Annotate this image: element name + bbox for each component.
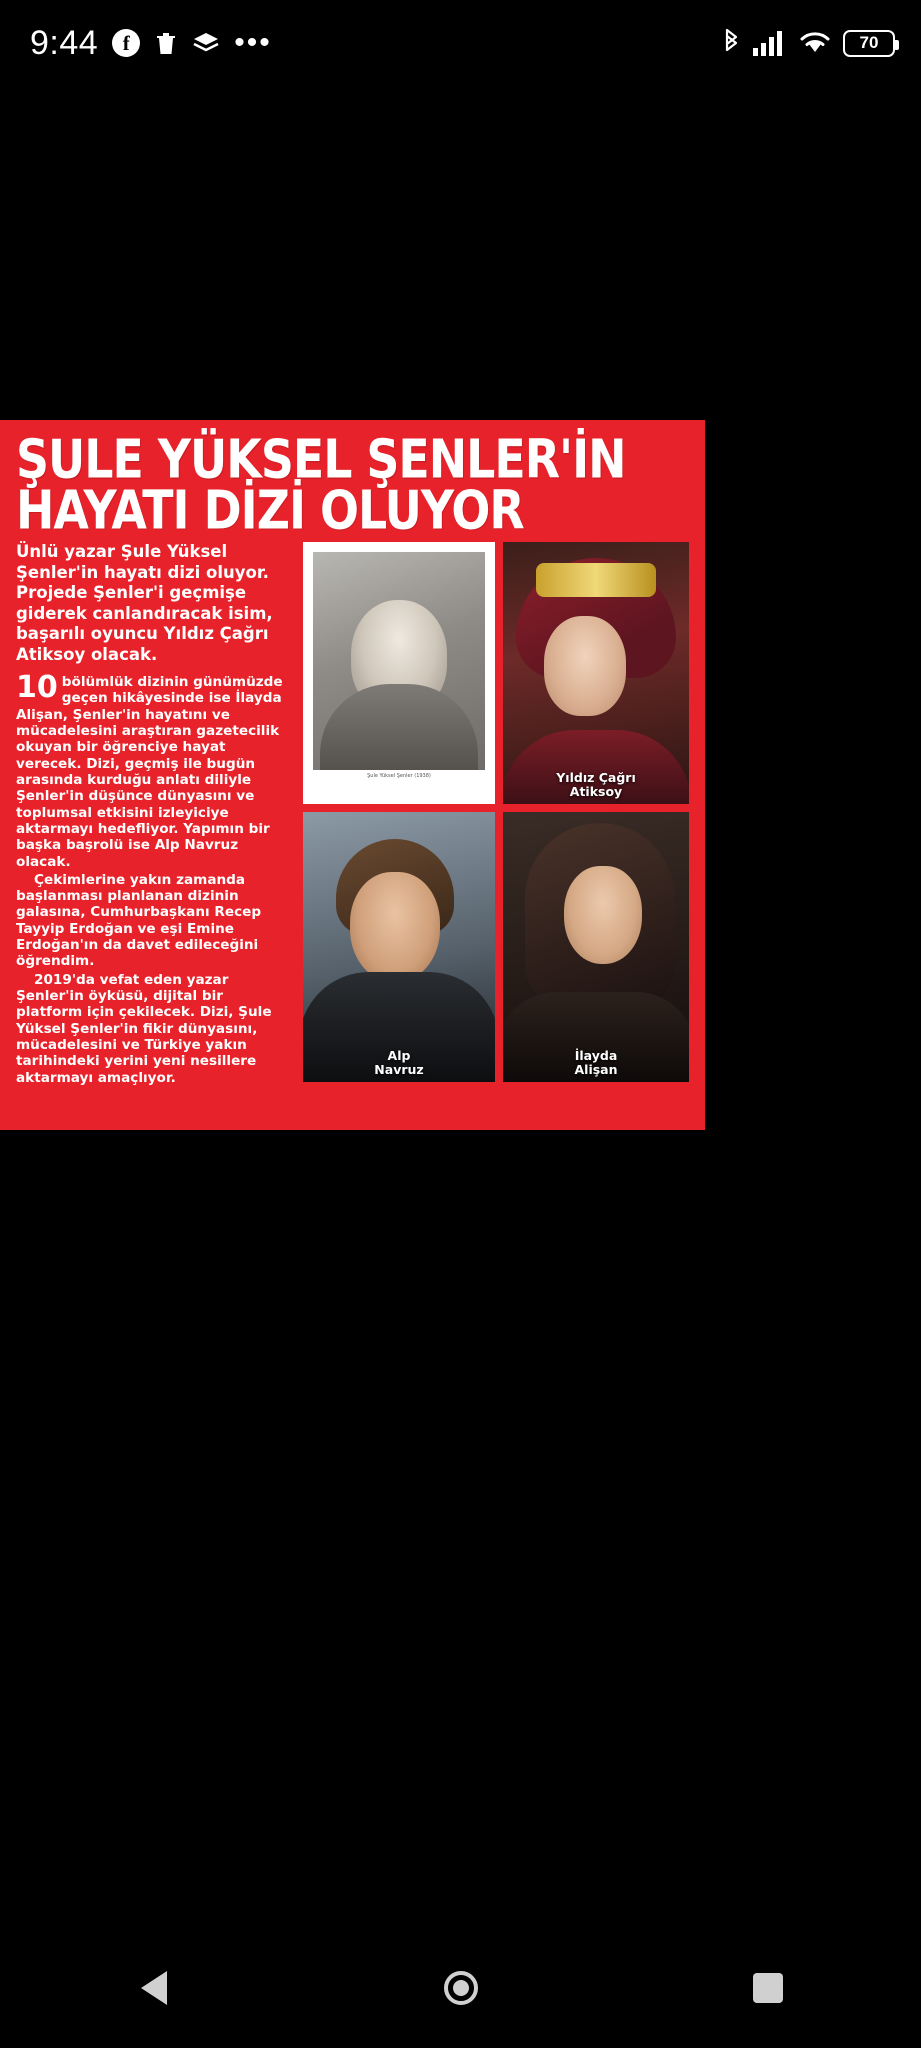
headline-line-2: HAYATI DİZİ OLUYOR bbox=[16, 479, 524, 542]
recents-square-icon bbox=[753, 1973, 783, 2003]
layers-icon bbox=[192, 31, 220, 55]
photo-caption-ilayda-line1: İlayda bbox=[574, 1047, 618, 1063]
cellular-signal-icon bbox=[753, 30, 787, 56]
portrait-signature: Şule Yüksel Şenler (1938) bbox=[367, 773, 431, 780]
article-paragraph-2: Çekimlerine yakın zamanda başlanması planlanan dizinin galasına, Cumhurbaşkanı Recep Tayyip Erdoğan ve eşi Emine Erdoğan'ın da davet edileceğini öğrendim. bbox=[16, 871, 262, 970]
wifi-icon bbox=[799, 30, 831, 56]
back-button[interactable] bbox=[94, 1958, 214, 2018]
photo-caption-yildiz-line2: Atiksoy bbox=[569, 783, 623, 799]
yildiz-cagri-atiksoy-photo bbox=[503, 542, 689, 804]
article-text-column bbox=[16, 542, 293, 1088]
photo-caption-yildiz bbox=[503, 771, 689, 799]
photo-caption-alp bbox=[303, 1049, 495, 1077]
photo-caption-alp-line1: Alp bbox=[387, 1047, 411, 1063]
sule-yuksel-senler-portrait bbox=[303, 542, 495, 804]
photo-caption-ilayda bbox=[503, 1049, 689, 1077]
alp-navruz-photo bbox=[303, 812, 495, 1082]
photo-caption-ilayda-line2: Alişan bbox=[574, 1061, 618, 1077]
photo-row-bottom bbox=[303, 812, 689, 1082]
headline-line-1: ŞULE YÜKSEL ŞENLER'İN bbox=[16, 428, 626, 491]
photo-caption-alp-line2: Navruz bbox=[374, 1061, 424, 1077]
home-button[interactable] bbox=[401, 1958, 521, 2018]
ilayda-alisan-photo bbox=[503, 812, 689, 1082]
navigation-bar bbox=[0, 1928, 921, 2048]
trash-icon bbox=[154, 30, 178, 56]
article-paragraph-3: 2019'da vefat eden yazar Şenler'in öyküsü, dijital bir platform için çekilecek. Dizi, Şule Yüksel Şenler'in fikir dünyasını, mücadelesini ve Türkiye yakın tarihindeki yerini yeni nesillere aktarmayı amaçlıyor. bbox=[16, 971, 272, 1086]
headdress-shape bbox=[536, 563, 656, 597]
article-lead: Ünlü yazar Şule Yüksel Şenler'in hayatı dizi oluyor. Projede Şenler'i geçmişe giderek canlandıracak isim, başarılı oyuncu Yıldız Çağrı Atiksoy olacak. bbox=[16, 542, 273, 664]
back-arrow-icon bbox=[141, 1971, 167, 2005]
photo-caption-yildiz-line1: Yıldız Çağrı bbox=[556, 769, 636, 785]
recents-button[interactable] bbox=[708, 1958, 828, 2018]
facebook-icon: f bbox=[112, 29, 140, 57]
battery-level: 70 bbox=[859, 33, 879, 52]
page-title bbox=[16, 428, 702, 542]
article-paragraph-1-text: bölümlük dizinin günümüzde geçen hikâyesinde ise İlayda Alişan, Şenler'in hayatını ve mücadelesini araştıran gazetecilik okuyan bir öğrenciye hayat verecek. Dizi, geçmiş ile bugün arasında kurduğu anlatı diliyle Şenler'in düşünce dünyasını ve toplumsal etkisini izleyiciye aktarmayı hedefliyor. Yapımın bir başka başrolü ise Alp Navruz olacak. bbox=[16, 674, 283, 870]
photo-row-top bbox=[303, 542, 689, 804]
portrait-image bbox=[313, 552, 485, 770]
article-dropcap: 10 bbox=[16, 670, 58, 706]
article-body bbox=[16, 542, 689, 1088]
newspaper-clipping[interactable] bbox=[0, 420, 705, 1130]
status-bar-right bbox=[721, 28, 895, 58]
face-shape bbox=[350, 872, 440, 982]
home-circle-icon bbox=[444, 1971, 478, 2005]
battery-indicator bbox=[843, 30, 895, 57]
status-clock: 9:44 bbox=[30, 23, 99, 62]
article-paragraph-1 bbox=[16, 670, 293, 870]
face-shape bbox=[544, 616, 626, 716]
status-bar bbox=[0, 0, 921, 86]
bluetooth-icon bbox=[721, 28, 741, 58]
article-photo-column bbox=[303, 542, 689, 1088]
overflow-dots-icon: ••• bbox=[234, 26, 272, 59]
face-shape bbox=[564, 866, 642, 964]
status-bar-left bbox=[30, 24, 272, 63]
